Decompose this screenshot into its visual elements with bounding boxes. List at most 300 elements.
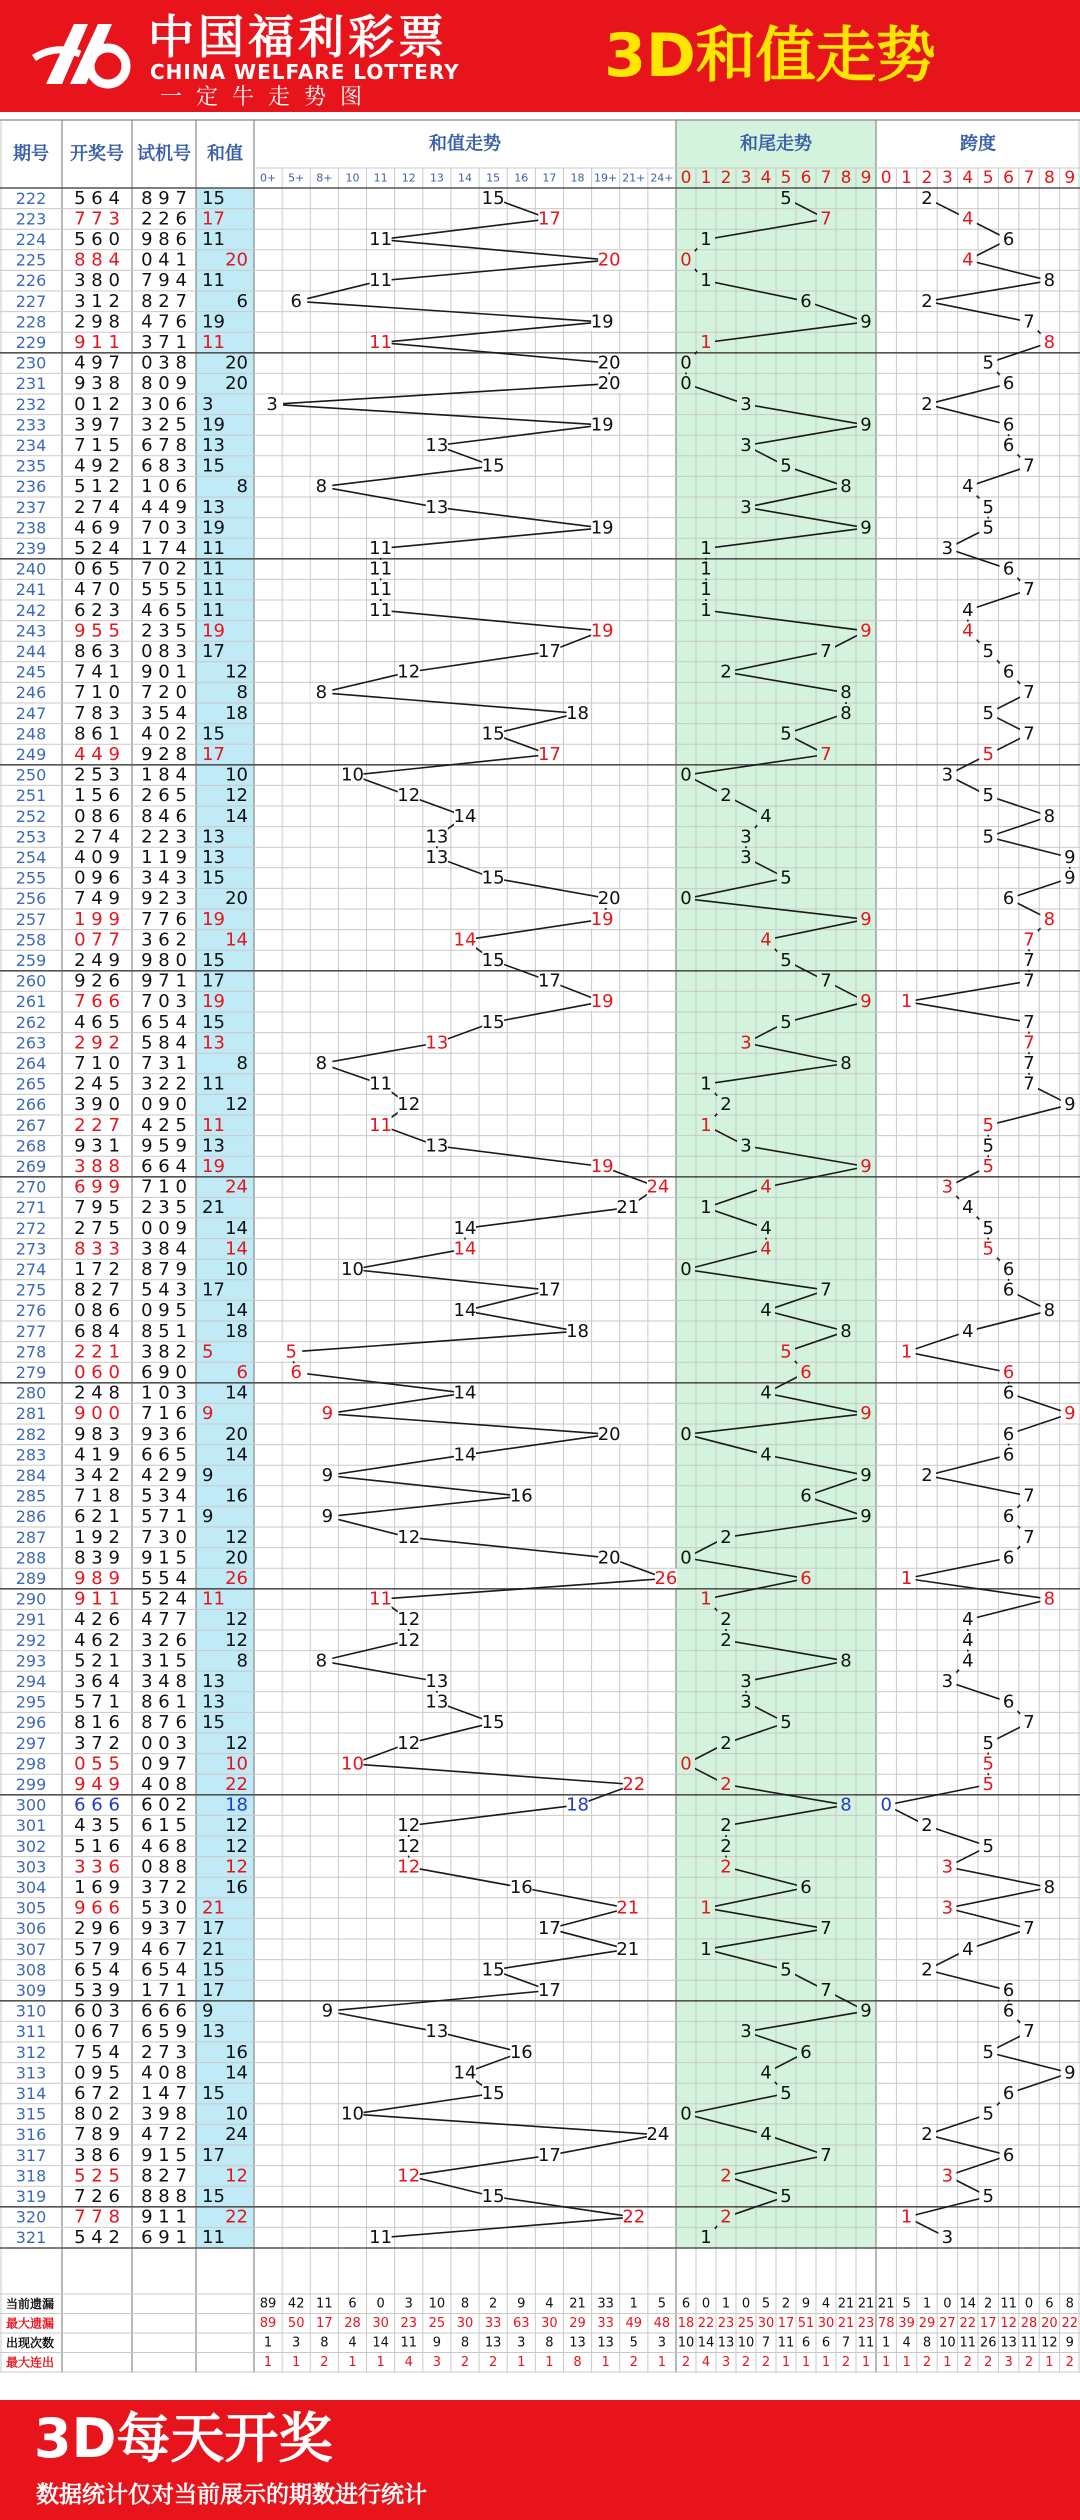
tail-digit-label: 1	[700, 168, 712, 188]
span-marker: 5	[982, 1238, 994, 1260]
issue-number: 316	[15, 2125, 47, 2145]
issue-number: 319	[15, 2187, 47, 2206]
sum-marker: 15	[481, 2083, 505, 2104]
stats-sum-value: 4	[404, 2354, 413, 2370]
span-marker: 8	[1043, 1300, 1056, 1322]
stats-tail-value: 1	[801, 2354, 811, 2370]
span-marker: 8	[1043, 1877, 1056, 1898]
stats-sum-value: 1	[545, 2354, 554, 2370]
sum-value: 11	[202, 229, 225, 250]
winning-number: 7 4 9	[74, 888, 120, 910]
span-marker: 8	[1043, 1588, 1056, 1610]
issue-number: 233	[15, 415, 47, 435]
span-marker: 5	[982, 744, 994, 765]
sum-marker: 20	[597, 352, 621, 374]
span-marker: 2	[921, 1815, 933, 1837]
sum-value: 12	[225, 785, 248, 807]
stats-span-value: 11	[959, 2335, 977, 2351]
span-digit-label: 1	[901, 168, 913, 188]
trial-number: 3 1 5	[141, 1650, 187, 1672]
issue-number: 285	[15, 1486, 47, 1506]
span-marker: 5	[982, 2186, 994, 2207]
issue-number: 305	[15, 1898, 47, 1918]
daily-draw-banner: 3D每天开奖	[34, 2407, 333, 2470]
sum-value: 17	[202, 2144, 225, 2166]
trial-number: 3 0 6	[141, 393, 187, 415]
winning-number: 4 6 9	[74, 517, 120, 539]
sum-value: 12	[225, 1835, 248, 1857]
winning-number: 9 1 1	[74, 1588, 120, 1610]
tail-marker: 8	[840, 702, 852, 724]
sum-value: 15	[202, 950, 225, 971]
stats-sum-value: 33	[484, 2315, 502, 2331]
trial-number: 0 9 7	[141, 1753, 187, 1775]
stats-sum-value: 28	[344, 2315, 361, 2331]
sum-value: 18	[225, 1794, 248, 1816]
tail-marker: 0	[680, 1753, 692, 1775]
sum-marker: 15	[481, 2186, 505, 2207]
stats-tail-value: 25	[737, 2315, 755, 2331]
sum-marker: 22	[622, 1774, 646, 1795]
issue-number: 313	[15, 2063, 47, 2083]
trial-number: 8 7 6	[141, 1712, 187, 1734]
stats-sum-value: 8	[545, 2335, 554, 2351]
issue-number: 273	[15, 1239, 47, 1259]
tail-marker: 1	[700, 558, 712, 580]
winning-number: 0 1 2	[74, 393, 120, 415]
sum-value: 20	[225, 888, 248, 910]
sum-value: 16	[225, 2041, 248, 2063]
sum-marker: 24	[646, 2124, 670, 2146]
tail-marker: 8	[840, 1794, 852, 1816]
issue-number: 314	[15, 2084, 47, 2103]
tail-marker: 4	[760, 1300, 772, 1322]
tail-digit-label: 6	[800, 168, 812, 188]
sum-value: 13	[202, 1032, 225, 1054]
sum-value: 15	[202, 2186, 225, 2207]
winning-number: 2 9 8	[74, 311, 120, 333]
tail-marker: 5	[780, 1011, 792, 1033]
sum-marker: 19	[590, 991, 614, 1013]
winning-number: 2 2 1	[74, 1341, 120, 1363]
header-trial: 试机号	[137, 143, 191, 165]
span-marker: 3	[941, 1856, 954, 1878]
issue-number: 239	[15, 539, 47, 558]
span-marker: 5	[982, 1835, 994, 1857]
trial-number: 2 3 5	[141, 620, 187, 642]
sum-marker: 8	[315, 1650, 328, 1672]
stats-span-value: 13	[1000, 2335, 1017, 2351]
winning-number: 7 8 3	[74, 702, 120, 724]
stats-span-value: 0	[1024, 2296, 1034, 2312]
stats-tail-value: 13	[717, 2335, 735, 2351]
issue-number: 223	[15, 209, 47, 229]
tail-digit-label: 0	[680, 168, 692, 188]
trial-number: 4 0 8	[141, 1774, 187, 1795]
tail-digit-label: 3	[740, 168, 752, 188]
sum-value: 13	[202, 435, 225, 456]
trial-number: 3 9 8	[141, 2103, 187, 2125]
stats-span-value: 2	[963, 2354, 972, 2370]
stats-span-value: 12	[1041, 2335, 1058, 2351]
stats-span-value: 1	[922, 2296, 932, 2312]
winning-number: 4 9 2	[74, 455, 120, 477]
sum-marker: 14	[453, 2062, 477, 2084]
trial-number: 3 2 5	[141, 414, 187, 436]
trial-number: 8 0 9	[141, 373, 187, 395]
issue-number: 256	[15, 889, 47, 909]
issue-number: 288	[15, 1548, 47, 1568]
tail-marker: 4	[760, 1176, 772, 1198]
winning-number: 2 9 6	[74, 1918, 120, 1940]
tail-marker: 3	[740, 1691, 752, 1713]
trial-number: 5 7 1	[141, 1506, 187, 1528]
span-marker: 7	[1023, 1073, 1035, 1095]
stats-sum-value: 42	[287, 2296, 305, 2312]
stats-sum-value: 89	[259, 2296, 277, 2312]
trial-number: 4 7 6	[141, 311, 187, 333]
winning-number: 2 2 7	[74, 1114, 120, 1136]
span-marker: 5	[982, 517, 994, 539]
stats-sum-value: 49	[625, 2315, 643, 2331]
tail-marker: 3	[740, 1135, 752, 1157]
trial-number: 4 0 2	[141, 723, 187, 745]
span-marker: 2	[921, 187, 933, 209]
winning-number: 2 7 5	[74, 1217, 120, 1239]
winning-number: 2 5 3	[74, 764, 120, 786]
issue-number: 234	[15, 436, 47, 455]
span-marker: 0	[880, 1794, 892, 1816]
stats-sum-value: 0	[376, 2296, 385, 2312]
winning-number: 9 0 0	[74, 1403, 120, 1425]
issue-number: 264	[15, 1054, 47, 1073]
tail-marker: 5	[780, 867, 792, 889]
stats-span-value: 12	[1000, 2315, 1017, 2331]
tail-marker: 1	[700, 1897, 712, 1919]
sum-marker: 24	[646, 1176, 670, 1198]
stats-tail-value: 1	[861, 2354, 871, 2370]
trial-number: 6 5 4	[141, 1959, 187, 1981]
sum-marker: 19	[590, 620, 614, 642]
tail-marker: 8	[840, 1320, 852, 1342]
span-marker: 6	[1002, 2144, 1015, 2166]
sum-value: 19	[202, 991, 225, 1013]
trial-number: 3 2 6	[141, 1629, 187, 1651]
issue-number: 262	[15, 1012, 47, 1032]
tail-marker: 1	[700, 1197, 712, 1219]
span-marker: 4	[962, 1629, 974, 1651]
stats-span-value: 1	[943, 2354, 952, 2370]
sum-marker: 11	[369, 2227, 393, 2249]
trial-number: 6 7 8	[141, 435, 187, 456]
tail-marker: 0	[680, 249, 692, 271]
span-marker: 3	[941, 2227, 954, 2249]
sum-marker: 12	[397, 1609, 421, 1631]
stats-sum-value: 5	[657, 2296, 667, 2312]
sum-value: 15	[202, 1959, 225, 1981]
issue-number: 292	[15, 1630, 47, 1650]
span-marker: 5	[982, 826, 994, 848]
issue-number: 229	[15, 333, 47, 352]
issue-number: 241	[15, 580, 47, 600]
sum-value: 12	[225, 2165, 248, 2187]
trial-number: 9 7 1	[141, 970, 187, 992]
issue-number: 298	[15, 1754, 47, 1774]
stats-sum-value: 8	[320, 2335, 329, 2351]
span-marker: 2	[921, 2124, 933, 2146]
issue-number: 235	[15, 456, 47, 476]
tail-marker: 5	[780, 2083, 792, 2104]
trial-number: 4 4 9	[141, 496, 187, 518]
sum-marker: 26	[654, 1568, 678, 1589]
trial-number: 1 0 6	[141, 476, 187, 498]
sum-value: 20	[225, 373, 248, 395]
sum-value: 12	[225, 1732, 248, 1754]
span-digit-label: 7	[1023, 168, 1035, 188]
stats-sum-value: 1	[292, 2354, 301, 2370]
winning-number: 9 4 9	[74, 1774, 120, 1795]
winning-number: 5 1 2	[74, 476, 120, 498]
sum-value: 13	[202, 1135, 225, 1157]
sum-value: 21	[202, 1897, 225, 1919]
span-marker: 7	[1023, 1485, 1035, 1507]
winning-number: 0 6 0	[74, 1362, 120, 1383]
trial-number: 8 4 6	[141, 805, 187, 827]
tail-marker: 9	[860, 1465, 872, 1486]
sum-bucket-label: 18	[570, 171, 585, 185]
tail-marker: 1	[700, 579, 712, 601]
sum-value: 14	[225, 1217, 248, 1239]
winning-number: 2 4 9	[74, 950, 120, 971]
stats-tail-value: 2	[841, 2354, 851, 2370]
sum-marker: 20	[597, 888, 621, 910]
winning-number: 5 3 9	[74, 1980, 120, 2001]
tail-marker: 0	[680, 352, 692, 374]
stats-tail-value: 10	[677, 2335, 695, 2351]
sum-marker: 17	[537, 208, 561, 230]
sum-value: 11	[202, 2227, 225, 2249]
sum-marker: 12	[397, 2165, 421, 2187]
winning-number: 0 9 5	[74, 2062, 120, 2084]
sum-marker: 17	[537, 2144, 561, 2166]
tail-digit-label: 2	[720, 168, 732, 188]
sum-marker: 13	[425, 1032, 449, 1054]
issue-number: 265	[15, 1074, 47, 1094]
issue-number: 272	[15, 1218, 47, 1238]
tail-marker: 9	[860, 1506, 872, 1528]
sum-value: 15	[202, 187, 225, 209]
span-marker: 7	[1023, 2021, 1035, 2043]
sum-bucket-label: 21+	[622, 171, 646, 185]
sum-marker: 14	[453, 1238, 477, 1260]
winning-number: 8 0 2	[74, 2103, 120, 2125]
tail-marker: 4	[760, 805, 772, 827]
span-marker: 9	[1064, 2062, 1076, 2084]
sum-value: 15	[202, 867, 225, 889]
span-marker: 6	[1002, 1382, 1015, 1404]
trial-number: 9 8 0	[141, 950, 187, 971]
logo-english-text: CHINA WELFARE LOTTERY	[150, 60, 460, 84]
trial-number: 3 4 8	[141, 1671, 187, 1692]
issue-number: 296	[15, 1713, 47, 1733]
tail-marker: 5	[780, 455, 792, 477]
header-tail-trend: 和尾走势	[740, 133, 812, 155]
span-marker: 7	[1023, 950, 1035, 971]
issue-number: 315	[15, 2104, 47, 2124]
winning-number: 3 8 8	[74, 1156, 120, 1177]
stats-span-value: 2	[922, 2354, 932, 2370]
sum-marker: 20	[597, 1423, 621, 1445]
issue-number: 257	[15, 909, 47, 929]
winning-number: 2 9 2	[74, 1032, 120, 1054]
stats-sum-value: 33	[597, 2296, 614, 2312]
winning-number: 7 5 4	[74, 2041, 120, 2063]
stats-sum-value: 3	[292, 2335, 301, 2351]
winning-number: 9 3 8	[74, 373, 120, 395]
stats-sum-value: 8	[573, 2354, 582, 2370]
sum-marker: 12	[397, 1629, 421, 1651]
stats-label: 最大连出	[6, 2355, 55, 2370]
span-marker: 5	[982, 641, 994, 662]
tail-marker: 2	[720, 1732, 732, 1754]
span-marker: 2	[921, 393, 933, 415]
tail-marker: 0	[680, 1423, 692, 1445]
tail-marker: 4	[760, 1444, 772, 1466]
sum-value: 3	[202, 393, 214, 415]
sum-marker: 17	[537, 641, 561, 662]
sum-bucket-label: 5+	[288, 171, 305, 185]
tail-marker: 7	[820, 1918, 832, 1940]
stats-sum-value: 5	[629, 2335, 638, 2351]
span-digit-label: 8	[1043, 168, 1055, 188]
issue-number: 240	[15, 559, 47, 579]
winning-number: 0 7 7	[74, 929, 120, 951]
trial-number: 4 6 8	[141, 1835, 187, 1857]
stats-sum-value: 1	[657, 2354, 667, 2370]
tail-marker: 9	[860, 620, 872, 642]
sum-value: 16	[225, 1877, 248, 1898]
trial-number: 2 3 5	[141, 1197, 187, 1219]
issue-number: 301	[15, 1816, 47, 1836]
sum-value: 15	[202, 455, 225, 477]
span-marker: 6	[1002, 1980, 1015, 2001]
trial-number: 0 0 9	[141, 1217, 187, 1239]
winning-number: 5 1 6	[74, 1835, 120, 1857]
issue-number: 249	[15, 745, 47, 764]
trial-number: 3 8 2	[141, 1341, 187, 1363]
issue-number: 290	[15, 1589, 47, 1609]
stats-span-value: 11	[1020, 2335, 1038, 2351]
tail-marker: 9	[860, 1156, 872, 1177]
sum-marker: 21	[616, 1897, 640, 1919]
issue-number: 271	[15, 1198, 47, 1218]
trial-number: 8 2 7	[141, 290, 187, 312]
winning-number: 9 8 9	[74, 1568, 120, 1589]
winning-number: 4 1 9	[74, 1444, 120, 1466]
tail-digit-label: 7	[820, 168, 832, 188]
sum-value: 11	[202, 558, 225, 580]
trial-number: 4 7 2	[141, 2124, 187, 2146]
span-marker: 6	[1002, 1423, 1015, 1445]
stats-span-value: 4	[902, 2335, 911, 2351]
stats-tail-value: 4	[701, 2354, 711, 2370]
sum-marker: 16	[509, 1877, 533, 1898]
sum-value: 16	[225, 1485, 248, 1507]
sum-marker: 17	[537, 1918, 561, 1940]
span-marker: 1	[900, 991, 913, 1013]
sum-bucket-label: 13	[429, 171, 444, 185]
winning-number: 4 4 9	[74, 744, 120, 765]
sum-value: 26	[225, 1568, 248, 1589]
tail-marker: 4	[760, 1217, 772, 1239]
trial-number: 5 3 4	[141, 1485, 187, 1507]
trial-number: 3 2 2	[141, 1073, 187, 1095]
tail-marker: 9	[860, 1403, 872, 1425]
issue-number: 303	[15, 1857, 47, 1877]
sum-marker: 15	[481, 187, 505, 209]
issue-number: 281	[15, 1404, 47, 1424]
sum-value: 21	[202, 1938, 225, 1960]
sum-marker: 11	[369, 1073, 393, 1095]
winning-number: 3 7 2	[74, 1732, 120, 1754]
stats-span-value: 27	[939, 2315, 956, 2331]
stats-tail-value: 7	[841, 2335, 851, 2351]
trial-number: 9 1 5	[141, 1547, 187, 1569]
stats-sum-value: 1	[517, 2354, 526, 2370]
stats-tail-value: 11	[777, 2335, 795, 2351]
winning-number: 6 2 1	[74, 1506, 120, 1528]
winning-number: 7 9 5	[74, 1197, 120, 1219]
trial-number: 1 7 1	[141, 1980, 187, 2001]
issue-number: 252	[15, 806, 47, 826]
span-marker: 7	[1023, 1918, 1035, 1940]
stats-label: 当前遗漏	[6, 2296, 55, 2311]
sum-bucket-label: 11	[373, 171, 388, 185]
issue-number: 261	[15, 992, 47, 1012]
sum-marker: 11	[369, 1588, 393, 1610]
stats-span-value: 2	[1024, 2354, 1034, 2370]
span-marker: 6	[1002, 1259, 1015, 1280]
stats-span-value: 26	[979, 2335, 997, 2351]
tail-marker: 2	[720, 1774, 732, 1795]
trial-number: 4 7 7	[141, 1609, 187, 1631]
trial-number: 9 2 8	[141, 744, 187, 765]
stats-sum-value: 2	[488, 2354, 498, 2370]
sum-value: 17	[202, 1918, 225, 1940]
stats-tail-value: 1	[721, 2296, 731, 2312]
sum-marker: 20	[597, 1547, 621, 1569]
issue-number: 289	[15, 1569, 47, 1588]
stats-tail-value: 18	[677, 2315, 695, 2331]
winning-number: 4 0 9	[74, 847, 120, 868]
trial-number: 0 9 5	[141, 1300, 187, 1322]
sum-marker: 15	[481, 1959, 505, 1981]
sum-value: 6	[236, 290, 248, 312]
sum-marker: 14	[453, 929, 477, 951]
trial-number: 5 4 3	[141, 1279, 187, 1301]
winning-number: 9 2 6	[74, 970, 120, 992]
sum-marker: 11	[369, 1114, 393, 1136]
span-marker: 3	[941, 538, 954, 559]
winning-number: 0 9 6	[74, 867, 120, 889]
sum-value: 22	[225, 1774, 248, 1795]
winning-number: 6 9 9	[74, 1176, 120, 1198]
trial-number: 9 1 5	[141, 2144, 187, 2166]
stats-label: 出现次数	[6, 2335, 55, 2350]
issue-number: 311	[15, 2022, 47, 2042]
span-marker: 6	[1002, 435, 1015, 456]
tail-marker: 6	[800, 1568, 812, 1589]
